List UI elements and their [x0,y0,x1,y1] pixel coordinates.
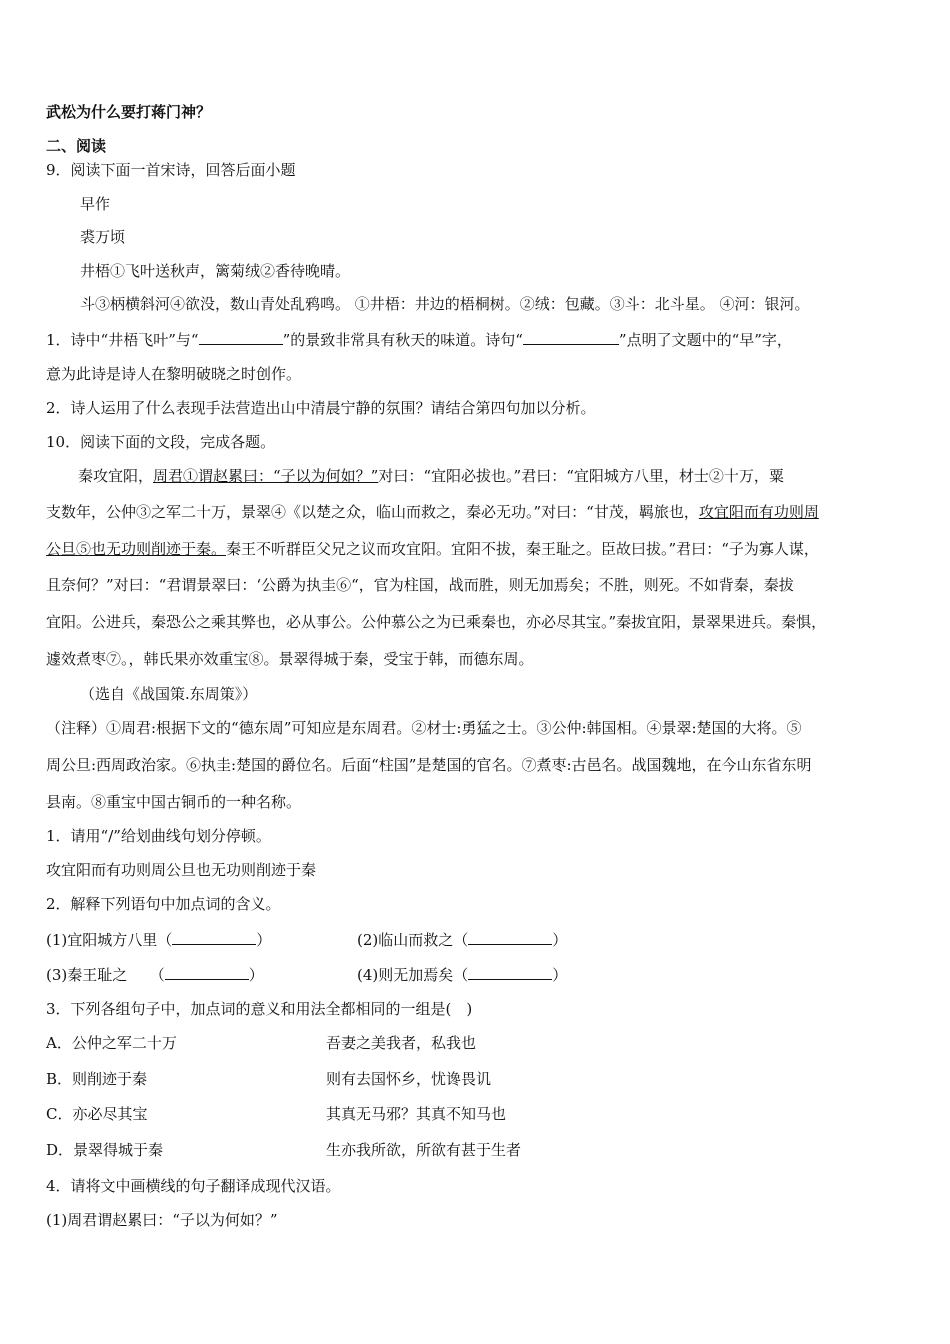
answer-blank[interactable] [523,328,619,345]
item-close: ） [552,931,568,949]
item-close: ） [256,931,272,949]
passage-line-3 [46,539,908,559]
underlined-sentence: 攻宜阳而有功则周 [698,503,819,521]
option-a [46,1033,908,1053]
option-right: 其真无马邪？其真不知马也 [326,1105,507,1123]
q9-sub1-line2: 意为此诗是诗人在黎明破晓之时创作。 [46,365,302,383]
section-title: 二、阅读 [46,137,107,155]
passage-text: 对曰：“宜阳必拔也。”君曰：“宜阳城方八里，材士②十万，粟 [378,467,784,485]
heading-question: 武松为什么要打蒋门神？ [46,103,212,121]
passage-text: 支数年，公仲③之军二十万，景翠④《以楚之众，临山而救之，秦必无功。”对曰：“甘茂，羁旅也， [46,503,699,521]
underlined-sentence: 公旦⑤也无功则削迹于秦。 [46,540,227,558]
answer-blank[interactable] [172,928,256,945]
q10-sub4-item-1: (1)周君谓赵累曰：“子以为何如？” [46,1211,278,1229]
item-label: (1)宜阳城方八里（ [46,931,173,949]
q9-sub1 [46,328,908,350]
option-d [46,1140,908,1160]
annotation-line-2: 周公旦:西周政治家。⑥执圭:楚国的爵位名。后面“柱国”是楚国的官名。⑦煮枣:古邑名。战国魏地，在今山东省东明 [46,756,812,774]
item-label: (2)临山而救之（ [357,931,469,949]
annotation-line-3: 县南。⑧重宝中国古铜币的一种名称。 [46,793,302,811]
passage-text: 秦王不听群臣父兄之议而攻宜阳。宜阳不拔，秦王耻之。臣故曰拔。”君曰：“子为寡人谋， [226,540,819,558]
item-label: (3)秦王耻之 （ [46,966,165,984]
q9-sub1-text-a: 1．诗中“井梧飞叶”与“ [46,331,199,349]
q10-sub2-row-2 [46,963,908,985]
item-close: ） [248,966,264,984]
underlined-sentence: 周君①谓赵累曰：“子以为何如？” [153,467,379,485]
option-right: 吾妻之美我者，私我也 [326,1034,477,1052]
answer-blank[interactable] [468,928,552,945]
item-close: ） [552,966,568,984]
answer-blank[interactable] [165,963,249,980]
passage-source: （选自《战国策.东周策》） [80,685,258,703]
q9-prompt: 9．阅读下面一首宋诗，回答后面小题 [46,161,296,179]
option-left: B．则削迹于秦 [46,1070,148,1088]
option-b [46,1069,908,1089]
q10-sub2: 2．解释下列语句中加点词的含义。 [46,895,281,913]
poem-author: 裘万顷 [80,228,126,246]
option-right: 则有去国怀乡，忧谗畏讥 [326,1070,492,1088]
poem-line-1: 井梧①飞叶送秋声，篱菊绒②香待晚晴。 [80,262,351,280]
poem-title: 早作 [80,195,111,213]
option-left: A．公仲之军二十万 [46,1034,177,1052]
passage-line-6: 遽效煮枣⑦。，韩氏果亦效重宝⑧。景翠得城于秦，受宝于韩，而德东周。 [46,650,534,668]
q10-sub1: 1．请用“/”给划曲线句划分停顿。 [46,827,271,845]
passage-line-5: 宜阳。公进兵，秦恐公之乘其弊也，必从事公。公仲慕公之为已乘秦也，亦必尽其宝。”秦拔宜阳，景翠果进兵。秦惧， [46,613,827,631]
q10-prompt: 10．阅读下面的文段，完成各题。 [46,433,276,451]
answer-blank[interactable] [199,328,283,345]
q9-sub1-text-c: ”点明了文题中的“早”字， [618,331,792,349]
passage-text: 秦攻宜阳， [78,467,154,485]
q10-sub1-text: 攻宜阳而有功则周公旦也无功则削迹于秦 [46,861,317,879]
q10-sub2-row-1 [46,928,908,950]
answer-blank[interactable] [468,963,552,980]
q9-sub2: 2．诗人运用了什么表现手法营造出山中清晨宁静的氛围？请结合第四句加以分析。 [46,399,596,417]
item-label: (4)则无加焉矣（ [357,966,469,984]
q9-sub1-text-b: ”的景致非常具有秋天的味道。诗句“ [282,331,523,349]
poem-line-2-with-notes: 斗③柄横斜河④欲没，数山青处乱鸦鸣。 ①井梧：井边的梧桐树。②绒：包藏。③斗：北斗星。 ④河：银河。 [80,295,810,313]
option-left: D．景翠得城于秦 [46,1141,164,1159]
option-c [46,1104,908,1124]
option-right: 生亦我所欲，所欲有甚于生者 [326,1141,522,1159]
q10-sub4: 4．请将文中画横线的句子翻译成现代汉语。 [46,1177,341,1195]
q10-sub3: 3．下列各组句子中，加点词的意义和用法全都相同的一组是( ) [46,1000,473,1018]
passage-line-4: 且奈何？”对曰：“君谓景翠曰：‘公爵为执圭⑥“，官为柱国，战而胜，则无加焉矣；不胜，则死。不如背秦，秦拔 [46,576,794,594]
passage-line-1 [78,466,904,486]
annotation-line-1: （注释）①周君:根据下文的“德东周”可知应是东周君。②材士:勇猛之士。③公仲:韩国相。④景翠:楚国的大将。⑤ [46,719,802,737]
passage-line-2 [46,502,908,522]
option-left: C．亦必尽其宝 [46,1105,148,1123]
